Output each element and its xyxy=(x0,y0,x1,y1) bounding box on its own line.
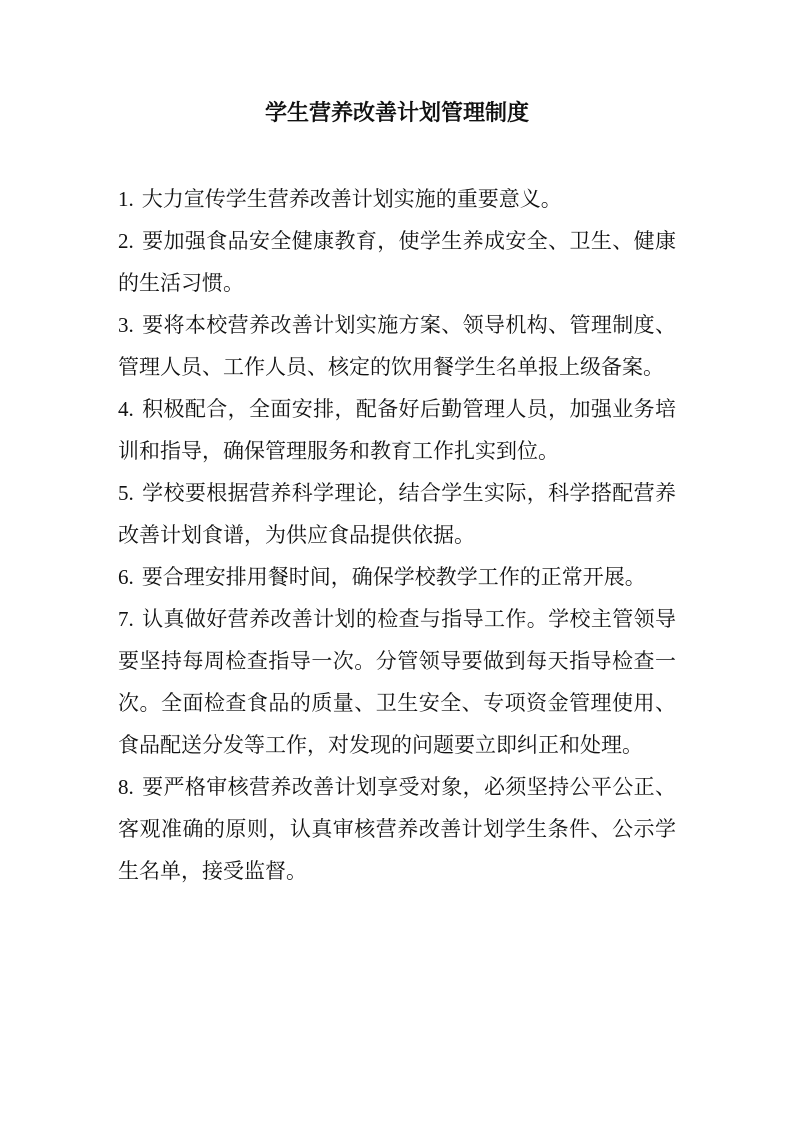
item-number: 5. xyxy=(118,481,134,505)
item-number: 8. xyxy=(118,775,134,799)
item-text: 要严格审核营养改善计划享受对象，必须坚持公平公正、客观准确的原则，认真审核营养改善计划学生条件、公示学生名单，接受监督。 xyxy=(118,775,676,883)
item-text: 要合理安排用餐时间，确保学校教学工作的正常开展。 xyxy=(141,565,646,589)
item-text: 认真做好营养改善计划的检查与指导工作。学校主管领导要坚持每周检查指导一次。分管领导要做到每天指导检查一次。全面检查食品的质量、卫生安全、专项资金管理使用、食品配送分发等工作，对发现的问题要立即纠正和处理。 xyxy=(118,607,676,757)
item-text: 要将本校营养改善计划实施方案、领导机构、管理制度、管理人员、工作人员、核定的饮用餐学生名单报上级备案。 xyxy=(118,313,676,379)
item-number: 2. xyxy=(118,229,134,253)
list-item-8 xyxy=(118,766,676,892)
list-item-4 xyxy=(118,388,676,472)
item-number: 3. xyxy=(118,313,134,337)
item-text: 学校要根据营养科学理论，结合学生实际，科学搭配营养改善计划食谱，为供应食品提供依据。 xyxy=(118,481,676,547)
item-text: 要加强食品安全健康教育，使学生养成安全、卫生、健康的生活习惯。 xyxy=(118,229,676,295)
item-number: 6. xyxy=(118,565,134,589)
list-item-6 xyxy=(118,556,676,598)
list-item-5 xyxy=(118,472,676,556)
list-item-7 xyxy=(118,598,676,766)
item-number: 1. xyxy=(118,187,134,211)
list-item-1 xyxy=(118,178,676,220)
item-number: 7. xyxy=(118,607,134,631)
item-number: 4. xyxy=(118,397,134,421)
document-body xyxy=(118,178,676,892)
list-item-3 xyxy=(118,304,676,388)
list-item-2 xyxy=(118,220,676,304)
item-text: 大力宣传学生营养改善计划实施的重要意义。 xyxy=(141,187,562,211)
document-title: 学生营养改善计划管理制度 xyxy=(264,100,529,125)
item-text: 积极配合，全面安排，配备好后勤管理人员，加强业务培训和指导，确保管理服务和教育工作扎实到位。 xyxy=(118,397,676,463)
